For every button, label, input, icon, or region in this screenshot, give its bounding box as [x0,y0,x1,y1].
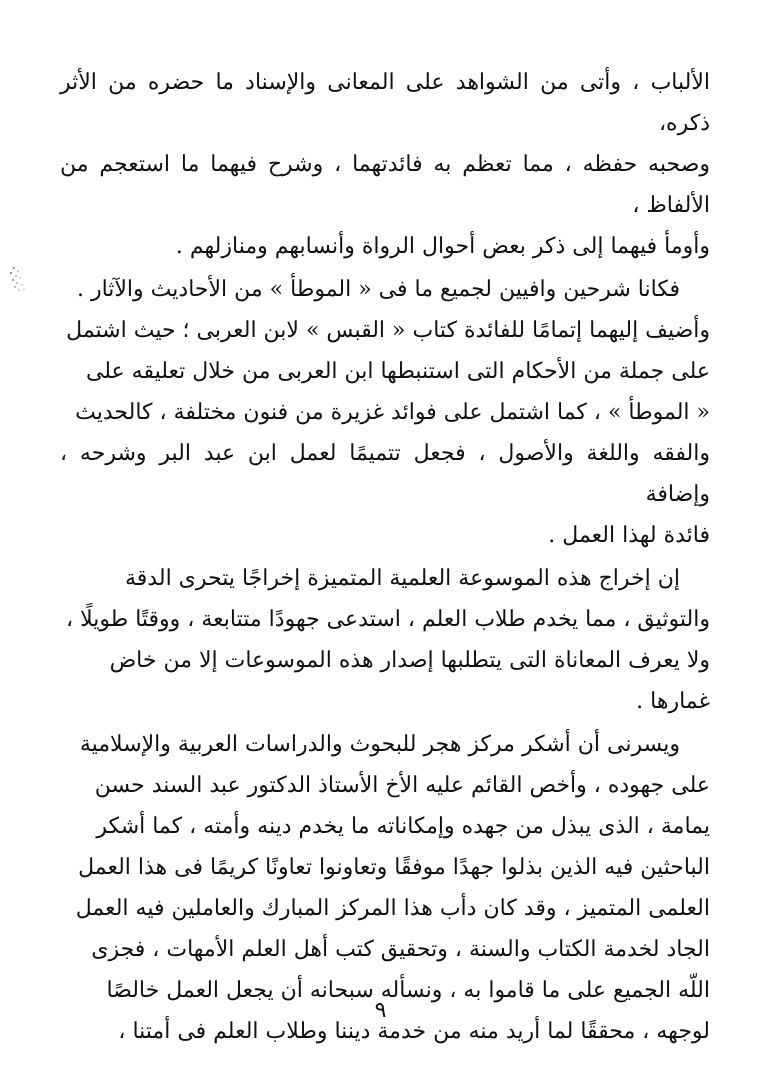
text-line: يمامة ، الذى يبذل من جهده وإمكاناته ما يخدم دينه وأمته ، كما أشكر [96,814,710,839]
text-line: على جهوده ، وأخص القائم عليه الأخ الأستاذ الدكتور عبد السند حسن [94,773,710,798]
body-text [60,62,710,1052]
paragraph-3 [60,558,710,722]
text-line: فائدة لهذا العمل . [548,523,710,548]
page-number: ٩ [374,998,387,1023]
text-line: الباحثين فيه الذين بذلوا جهدًا موفقًا وتعاونوا تعاونًا كريمًا فى هذا العمل [78,855,710,880]
text-line: ويسرنى أن أشكر مركز هجر للبحوث والدراسات العربية والإسلامية [79,732,680,757]
text-line: والفقه واللغة والأصول ، فجعل تتميمًا لعمل ابن عبد البر وشرحه ، وإضافة [60,441,710,507]
text-line: اللّه الجميع على ما قاموا به ، ونسأله سبحانه أن يجعل العمل خالصًا [106,978,710,1003]
text-line: العلمى المتميز ، وقد كان دأب هذا المركز المبارك والعاملين فيه العمل [75,896,710,921]
paragraph-1 [60,62,710,267]
text-line: وأضيف إليهما إتمامًا للفائدة كتاب « القبس » لابن العربى ؛ حيث اشتمل [66,318,710,343]
text-line: والتوثيق ، مما يخدم طلاب العلم ، استدعى جهودًا متتابعة ، ووقتًا طويلًا ، [65,607,710,632]
scan-speckle [2,262,28,296]
text-line: وأومأ فيهما إلى ذكر بعض أحوال الرواة وأنسابهم ومنازلهم . [175,234,710,259]
text-line: الألباب ، وأتى من الشواهد على المعانى والإسناد ما حضره من الأثر ذكره، [60,70,710,136]
text-line: فكانا شرحين وافيين لجميع ما فى « الموطأ » من الأحاديث والآثار . [76,277,680,302]
text-line: وصحبه حفظه ، مما تعظم به فائدتهما ، وشرح فيهما ما استعجم من الألفاظ ، [60,152,710,218]
paragraph-2 [60,269,710,556]
text-line: إن إخراج هذه الموسوعة العلمية المتميزة إخراجًا يتحرى الدقة [125,566,680,591]
text-line: غمارها . [636,689,710,714]
text-line: على جملة من الأحكام التى استنبطها ابن العربى من خلال تعليقه على [85,359,710,384]
text-line: لوجهه ، محققًا لما أريد منه من خدمة ديننا وطلاب العلم فى أمتنا ، [118,1019,710,1044]
text-line: الجاد لخدمة الكتاب والسنة ، وتحقيق كتب أهل العلم الأمهات ، فجزى [91,937,710,962]
text-line: ولا يعرف المعاناة التى يتطلبها إصدار هذه الموسوعات إلا من خاض [109,648,710,673]
text-line: « الموطأ » ، كما اشتمل على فوائد غزيرة من فنون مختلفة ، كالحديث [75,400,710,425]
